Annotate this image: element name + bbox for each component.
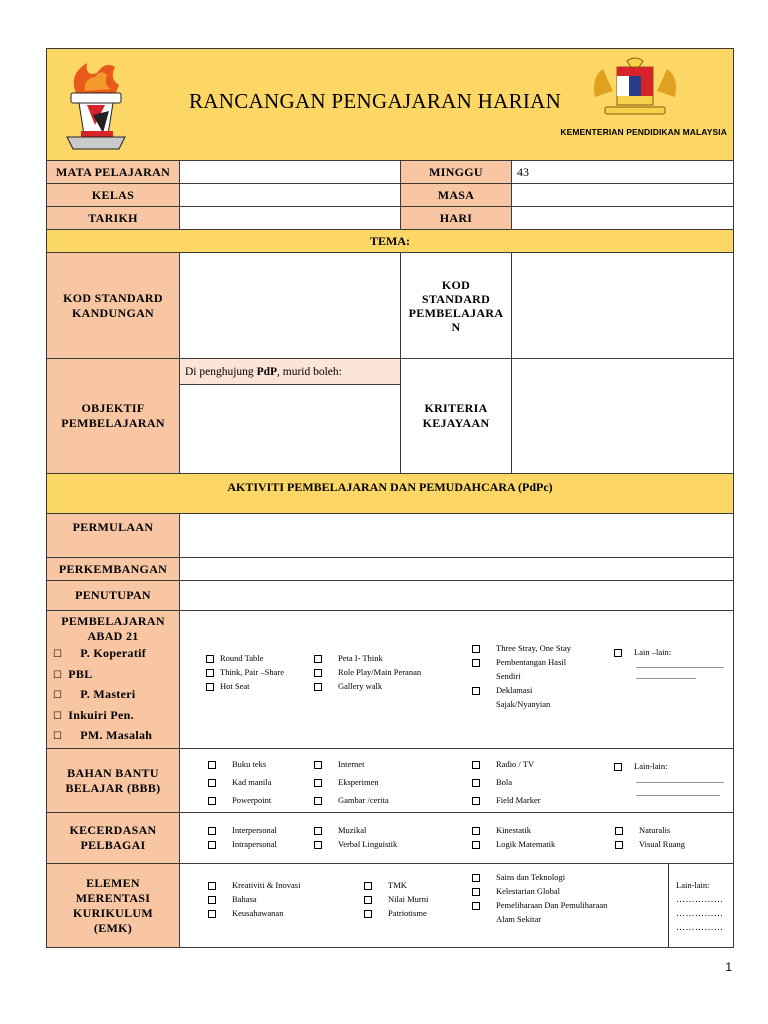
- others-line[interactable]: _______________: [636, 671, 696, 680]
- checkbox-icon: [314, 683, 322, 691]
- option-label: Field Marker: [496, 795, 541, 805]
- option-pembentangan[interactable]: [472, 655, 571, 669]
- abad21-item-label: P. Koperatif: [80, 646, 147, 660]
- option-label: Three Stray, One Stay: [496, 643, 571, 653]
- option-patriotisme[interactable]: [364, 906, 428, 920]
- emk-others: [676, 878, 724, 934]
- option-label: Pembentangan Hasil: [496, 657, 567, 667]
- day-value[interactable]: [512, 207, 734, 230]
- emk-options: [180, 864, 734, 948]
- learning-standard-value[interactable]: [512, 253, 734, 359]
- emk-col2: [364, 878, 428, 920]
- option-label: Bahasa: [232, 894, 257, 904]
- option-gallery-walk[interactable]: [314, 679, 421, 693]
- success-criteria-label-line2: KEJAYAAN: [422, 416, 490, 430]
- option-kreativiti[interactable]: [208, 878, 300, 892]
- option-label: Nilai Murni: [388, 894, 429, 904]
- checkbox-icon: [314, 761, 322, 769]
- checkbox-icon: [314, 797, 322, 805]
- content-standard-label-line2: KANDUNGAN: [71, 305, 155, 320]
- checkbox-icon: ☐: [53, 690, 63, 701]
- option-label: Visual Ruang: [639, 839, 685, 849]
- others-line[interactable]: ……………: [676, 894, 724, 904]
- option-label: Lain –lain:: [634, 647, 672, 657]
- class-label: KELAS: [47, 184, 180, 207]
- option-kelestarian-global[interactable]: [472, 884, 607, 898]
- learning-standard-label-line2: STANDARD: [421, 291, 491, 306]
- option-label: Deklamasi: [496, 685, 533, 695]
- page-number: 1: [725, 960, 732, 974]
- option-label: Gambar /cerita: [338, 795, 389, 805]
- subject-label: MATA PELAJARAN: [47, 161, 180, 184]
- abad21-others: [614, 645, 724, 681]
- option-three-stray[interactable]: [472, 641, 571, 655]
- checkbox-icon: [472, 874, 480, 882]
- option-think-pair-share[interactable]: [206, 665, 284, 679]
- checkbox-icon: [472, 687, 480, 695]
- option-tmk[interactable]: [364, 878, 428, 892]
- option-nilai-murni[interactable]: [364, 892, 428, 906]
- others-line[interactable]: ……………: [676, 922, 724, 932]
- option-label: Think, Pair –Share: [220, 667, 284, 677]
- option-label-cont: Sajak/Nyanyian: [496, 699, 551, 709]
- bbb-col2: [314, 755, 389, 809]
- learning-standard-label-line1: KOD: [441, 277, 471, 292]
- checkbox-icon: [208, 896, 216, 904]
- option-kinestatik[interactable]: [472, 823, 555, 837]
- option-internet[interactable]: [314, 755, 389, 773]
- checkbox-icon: [208, 910, 216, 918]
- option-visual-ruang[interactable]: [615, 837, 685, 851]
- option-gambar[interactable]: [314, 791, 389, 809]
- objective-label: [47, 359, 180, 474]
- checkbox-icon: ☐: [53, 710, 63, 722]
- abad21-label: [47, 611, 180, 749]
- ministry-name: KEMENTERIAN PENDIDIKAN MALAYSIA: [560, 127, 727, 137]
- option-label: Radio / TV: [496, 759, 535, 769]
- header-banner: [47, 49, 734, 161]
- checkbox-icon: [364, 896, 372, 904]
- option-keusahawanan[interactable]: [208, 906, 300, 920]
- checkbox-icon: [472, 827, 480, 835]
- bbb-label: [47, 749, 180, 813]
- abad21-item-label: Inkuiri Pen.: [68, 707, 134, 722]
- intelligence-col4: [615, 823, 685, 851]
- bbb-col1: [208, 755, 271, 809]
- checkbox-icon: ☐: [53, 731, 63, 742]
- others-line[interactable]: ______________________: [636, 775, 724, 784]
- abad21-checklist: [47, 644, 179, 747]
- option-label: Logik Matematik: [496, 839, 556, 849]
- bbb-col3: [472, 755, 541, 809]
- option-intrapersonal[interactable]: [208, 837, 277, 851]
- development-value[interactable]: [180, 558, 734, 581]
- checkbox-icon: [472, 779, 480, 787]
- lesson-plan-document: [46, 48, 733, 948]
- lesson-plan-table: [46, 48, 734, 948]
- closing-label: PENUTUPAN: [47, 581, 180, 611]
- option-radio-tv[interactable]: [472, 755, 541, 773]
- option-label-cont: Sendiri: [496, 671, 521, 681]
- option-label: Pemeliharaan Dan Pemuliharaan: [496, 900, 608, 910]
- intelligence-col2: [314, 823, 397, 851]
- success-criteria-label-line1: KRITERIA: [424, 401, 488, 415]
- abad21-col2: [314, 651, 421, 693]
- week-label: MINGGU: [401, 161, 512, 184]
- checkbox-icon: [314, 841, 322, 849]
- option-label: Patriotisme: [388, 908, 427, 918]
- emk-col1: [208, 878, 300, 920]
- abad21-col3: [472, 641, 571, 711]
- success-criteria-value[interactable]: [512, 359, 734, 474]
- others-line[interactable]: ______________________: [636, 660, 724, 669]
- others-label: Lain-lain:: [676, 880, 710, 890]
- checkbox-icon: [472, 761, 480, 769]
- option-role-play[interactable]: [314, 665, 421, 679]
- bbb-label-line2: BELAJAR (BBB): [65, 780, 161, 795]
- abad21-item[interactable]: [53, 644, 179, 665]
- option-interpersonal[interactable]: [208, 823, 277, 837]
- time-value[interactable]: [512, 184, 734, 207]
- theme-label: TEMA:: [47, 230, 734, 253]
- intelligence-col3: [472, 823, 555, 851]
- checkbox-icon: [472, 797, 480, 805]
- option-peta-i-think[interactable]: [314, 651, 421, 665]
- checkbox-icon: [208, 882, 216, 890]
- option-label: Powerpoint: [232, 795, 272, 805]
- checkbox-icon: [364, 882, 372, 890]
- class-value[interactable]: [180, 184, 401, 207]
- checkbox-icon: [615, 827, 623, 835]
- checkbox-icon: [208, 841, 216, 849]
- checkbox-icon: [614, 763, 622, 771]
- intelligence-label: [47, 813, 180, 864]
- checkbox-icon: [314, 827, 322, 835]
- checkbox-icon: [614, 649, 622, 657]
- option-label: Lain-lain:: [634, 761, 668, 771]
- emk-label-line2: MERENTASI: [75, 890, 151, 905]
- checkbox-icon: [208, 779, 216, 787]
- option-label: Peta I- Think: [338, 653, 383, 663]
- success-criteria-label: [401, 359, 512, 474]
- abad21-item-label: PM. Masalah: [80, 728, 153, 742]
- checkbox-icon: [314, 669, 322, 677]
- option-label: Eksperimen: [338, 777, 379, 787]
- option-field-marker[interactable]: [472, 791, 541, 809]
- abad21-item[interactable]: [53, 706, 179, 727]
- option-bola[interactable]: [472, 773, 541, 791]
- date-value[interactable]: [180, 207, 401, 230]
- checkbox-icon: [208, 827, 216, 835]
- option-eksperimen[interactable]: [314, 773, 389, 791]
- school-logo-icon: [57, 55, 135, 155]
- subject-value[interactable]: [180, 161, 401, 184]
- week-value[interactable]: 43: [512, 161, 734, 184]
- option-label: Naturalis: [639, 825, 671, 835]
- emk-col3: [472, 870, 607, 926]
- emk-label: [47, 864, 180, 948]
- checkbox-icon: [615, 841, 623, 849]
- option-label: Kreativiti & Inovasi: [232, 880, 301, 890]
- option-others[interactable]: [614, 645, 724, 659]
- learning-standard-label-line3: PEMBELAJARA: [408, 305, 504, 320]
- abad21-options: [180, 611, 734, 749]
- checkbox-icon: ☐: [53, 669, 63, 681]
- time-label: MASA: [401, 184, 512, 207]
- option-label: Buku teks: [232, 759, 267, 769]
- abad21-item[interactable]: [53, 726, 179, 747]
- intelligence-options: [180, 813, 734, 864]
- bbb-others: [614, 759, 724, 799]
- option-label: Kelestarian Global: [496, 886, 560, 896]
- intelligence-label-line2: PELBAGAI: [80, 838, 146, 852]
- checkbox-icon: ☐: [53, 649, 63, 660]
- option-label: Interpersonal: [232, 825, 277, 835]
- content-standard-label-line1: KOD STANDARD: [63, 290, 163, 305]
- checkbox-icon: [206, 683, 214, 691]
- option-label: Internet: [338, 759, 365, 769]
- objective-intro: [180, 359, 401, 385]
- option-pemeliharaan[interactable]: [472, 898, 607, 912]
- objective-label-line1: OBJEKTIF: [81, 401, 145, 415]
- checkbox-icon: [208, 761, 216, 769]
- content-standard-value[interactable]: [180, 253, 401, 359]
- abad21-label-line2: ABAD 21: [87, 629, 139, 643]
- activities-header: AKTIVITI PEMBELAJARAN DAN PEMUDAHCARA (PdPc): [47, 474, 734, 514]
- option-label: Sains dan Teknologi: [496, 872, 566, 882]
- option-label: Keusahawanan: [232, 908, 284, 918]
- option-muzikal[interactable]: [314, 823, 397, 837]
- emk-label-line1: ELEMEN: [86, 875, 140, 890]
- emk-divider: [668, 864, 669, 947]
- opening-label: PERMULAAN: [47, 514, 180, 558]
- abad21-item[interactable]: [53, 685, 179, 706]
- bbb-options: [180, 749, 734, 813]
- objective-intro-bold: PdP: [256, 365, 278, 378]
- intelligence-col1: [208, 823, 277, 851]
- option-logik-matematik[interactable]: [472, 837, 555, 851]
- content-standard-label: [47, 253, 180, 359]
- option-sains-teknologi[interactable]: [472, 870, 607, 884]
- checkbox-icon: [472, 888, 480, 896]
- checkbox-icon: [472, 902, 480, 910]
- option-naturalis[interactable]: [615, 823, 685, 837]
- opening-value[interactable]: [180, 514, 734, 558]
- others-line[interactable]: _____________________: [636, 788, 720, 797]
- objective-intro-post: , murid boleh:: [277, 365, 342, 378]
- option-round-table[interactable]: [206, 651, 284, 665]
- checkbox-icon: [206, 669, 214, 677]
- objective-intro-pre: Di penghujung: [185, 365, 257, 378]
- checkbox-icon: [472, 841, 480, 849]
- checkbox-icon: [206, 655, 214, 663]
- objective-label-line2: PEMBELAJARAN: [61, 416, 165, 430]
- abad21-item-label: P. Masteri: [80, 687, 136, 701]
- government-crest-icon: [585, 57, 685, 123]
- intelligence-label-line1: KECERDASAN: [69, 823, 157, 837]
- option-label: Round Table: [220, 653, 264, 663]
- option-label: Verbal Linguistik: [338, 839, 398, 849]
- abad21-label-line1: PEMBELAJARAN: [61, 614, 165, 628]
- option-label: Gallery walk: [338, 681, 383, 691]
- option-label-cont: Alam Sekitar: [496, 914, 542, 924]
- option-label: Intrapersonal: [232, 839, 277, 849]
- checkbox-icon: [472, 645, 480, 653]
- option-label: Role Play/Main Peranan: [338, 667, 422, 677]
- emk-label-line4: (EMK): [93, 920, 133, 935]
- option-hot-seat[interactable]: [206, 679, 284, 693]
- abad21-item-label: PBL: [68, 666, 93, 681]
- abad21-col1: [206, 651, 284, 693]
- option-label: Kinestatik: [496, 825, 531, 835]
- option-others[interactable]: [614, 759, 724, 773]
- option-bahasa[interactable]: [208, 892, 300, 906]
- option-powerpoint[interactable]: [208, 791, 271, 809]
- date-label: TARIKH: [47, 207, 180, 230]
- option-label: Hot Seat: [220, 681, 250, 691]
- checkbox-icon: [314, 779, 322, 787]
- closing-value[interactable]: [180, 581, 734, 611]
- bbb-label-line1: BAHAN BANTU: [67, 765, 159, 780]
- option-label: TMK: [388, 880, 407, 890]
- others-line[interactable]: ……………: [676, 908, 724, 918]
- checkbox-icon: [314, 655, 322, 663]
- option-label: Muzikal: [338, 825, 367, 835]
- option-deklamasi[interactable]: [472, 683, 571, 697]
- page-title: RANCANGAN PENGAJARAN HARIAN: [189, 89, 562, 113]
- checkbox-icon: [208, 797, 216, 805]
- option-buku-teks[interactable]: [208, 755, 271, 773]
- emk-label-line3: KURIKULUM: [72, 905, 154, 920]
- option-label: Bola: [496, 777, 513, 787]
- option-verbal-linguistik[interactable]: [314, 837, 397, 851]
- learning-standard-label-line4: N: [451, 319, 461, 334]
- abad21-item[interactable]: [53, 665, 179, 686]
- development-label: PERKEMBANGAN: [47, 558, 180, 581]
- checkbox-icon: [472, 659, 480, 667]
- option-label: Kad manila: [232, 777, 272, 787]
- checkbox-icon: [364, 910, 372, 918]
- objective-value[interactable]: [180, 385, 401, 474]
- day-label: HARI: [401, 207, 512, 230]
- learning-standard-label: [401, 253, 512, 359]
- option-kad-manila[interactable]: [208, 773, 271, 791]
